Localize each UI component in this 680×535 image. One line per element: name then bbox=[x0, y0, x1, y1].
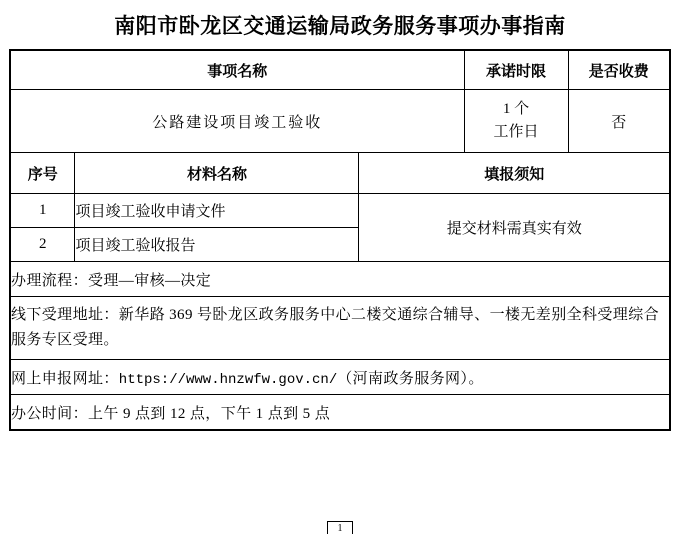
offline-address-value: 新华路 369 号卧龙区政务服务中心二楼交通综合辅导、一楼无差别全科受理综合服务专区受理。 bbox=[10, 307, 660, 348]
header-item-name: 事项名称 bbox=[10, 50, 464, 90]
table-row bbox=[10, 194, 670, 228]
process-row bbox=[10, 262, 670, 297]
office-hours-label: 办公时间： bbox=[10, 405, 88, 422]
materials-header-name: 材料名称 bbox=[75, 153, 359, 194]
item-name-value: 公路建设项目竣工验收 bbox=[10, 90, 464, 153]
header-promise-time: 承诺时限 bbox=[464, 50, 568, 90]
materials-header-row bbox=[10, 153, 670, 194]
online-url-label: 网上申报网址： bbox=[10, 370, 119, 387]
online-url-suffix: （河南政务服务网）。 bbox=[337, 370, 484, 387]
process-cell bbox=[10, 262, 670, 297]
offline-address-row bbox=[10, 297, 670, 360]
material-name: 项目竣工验收申请文件 bbox=[75, 194, 359, 228]
office-hours-value: 上午 9 点到 12 点，下午 1 点到 5 点 bbox=[88, 405, 331, 422]
page-number: 1 bbox=[327, 521, 353, 534]
page-title: 南阳市卧龙区交通运输局政务服务事项办事指南 bbox=[114, 14, 566, 38]
promise-time-line-2: 工作日 bbox=[493, 124, 539, 140]
material-name: 项目竣工验收报告 bbox=[75, 228, 359, 262]
process-value: 受理—审核—决定 bbox=[88, 272, 212, 289]
material-no: 2 bbox=[10, 228, 75, 262]
online-url-row bbox=[10, 360, 670, 395]
materials-header-no: 序号 bbox=[10, 153, 75, 194]
online-url-cell bbox=[10, 360, 670, 395]
item-promise-time-value bbox=[464, 90, 568, 153]
online-url-link[interactable]: https://www.hnzwfw.gov.cn/ bbox=[118, 371, 338, 388]
office-hours-row bbox=[10, 395, 670, 431]
document-page bbox=[0, 10, 680, 534]
materials-header-notice: 填报须知 bbox=[359, 153, 670, 194]
materials-notice: 提交材料需真实有效 bbox=[359, 194, 670, 262]
material-no: 1 bbox=[10, 194, 75, 228]
item-charge-value: 否 bbox=[568, 90, 670, 153]
process-label: 办理流程： bbox=[10, 272, 88, 289]
table-header-row bbox=[10, 50, 670, 90]
promise-time-line-1: 1 个 bbox=[502, 100, 530, 117]
office-hours-cell bbox=[10, 395, 670, 431]
offline-address-cell bbox=[10, 297, 670, 360]
offline-address-label: 线下受理地址： bbox=[10, 307, 119, 324]
page-footer bbox=[0, 520, 680, 534]
service-guide-table bbox=[9, 49, 671, 431]
header-charge: 是否收费 bbox=[568, 50, 670, 90]
item-row bbox=[10, 90, 670, 153]
